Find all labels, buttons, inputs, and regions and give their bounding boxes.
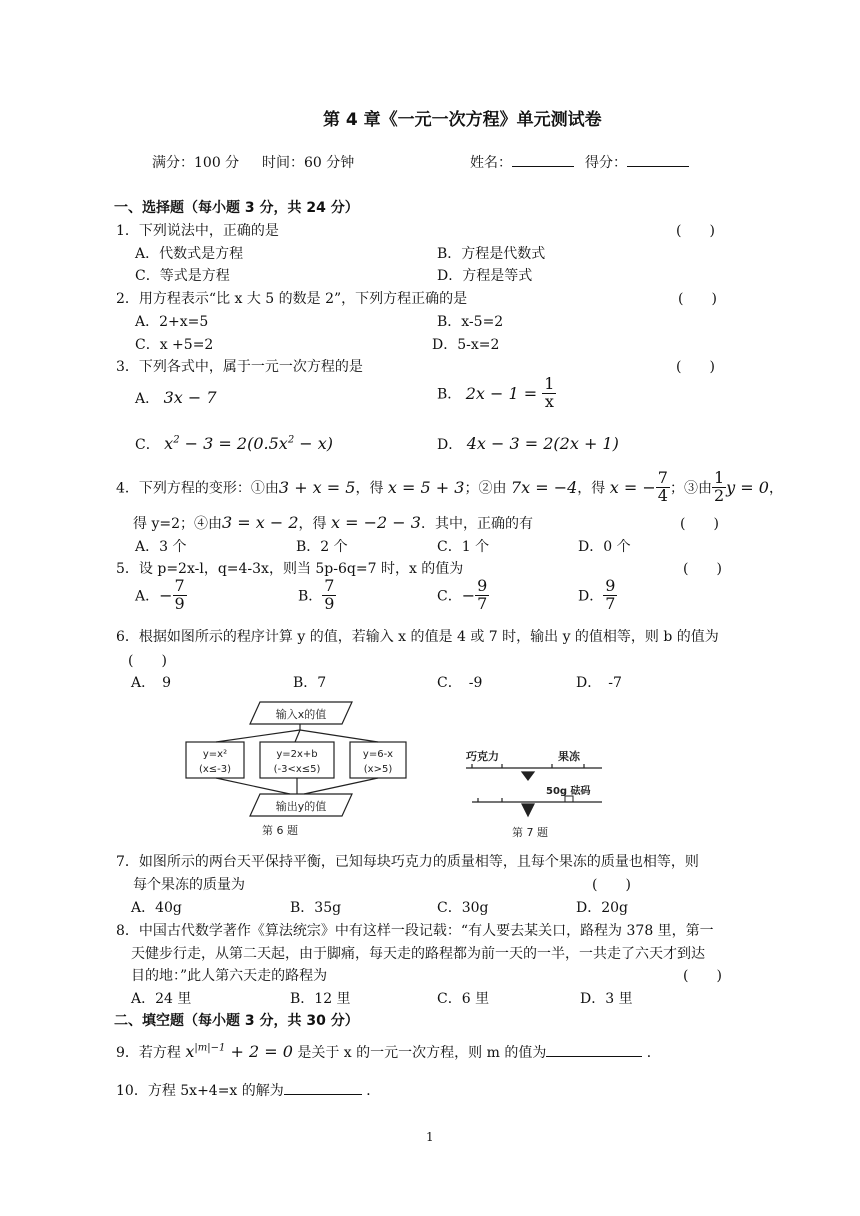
q7-option-c: C．30g xyxy=(437,900,489,916)
q6-paren: ( ) xyxy=(128,653,167,669)
q7-paren: ( ) xyxy=(592,877,631,893)
q2-option-c: C．x +5=2 xyxy=(135,337,214,353)
q7-option-d: D．20g xyxy=(576,900,629,916)
q5-paren: ( ) xyxy=(683,561,722,577)
flow-box-2-formula: y=2x+b xyxy=(276,749,318,760)
q2-paren: ( ) xyxy=(678,291,717,307)
q4-paren: ( ) xyxy=(680,516,719,532)
q3-paren: ( ) xyxy=(676,359,715,375)
q6-option-b: B．7 xyxy=(293,675,327,691)
q6-option-d: D． -7 xyxy=(576,675,622,691)
q8-option-d: D．3 里 xyxy=(580,991,633,1007)
flow-box-1-formula: y=x² xyxy=(202,749,228,760)
q7-option-b: B．35g xyxy=(290,900,342,916)
balance-left-label: 巧克力 xyxy=(466,750,499,763)
flow-box-1-condition: (x≤-3) xyxy=(198,764,232,775)
figure-7-caption: 第 7 题 xyxy=(512,826,548,839)
q6-option-a: A． 9 xyxy=(131,675,172,691)
q3-option-b: B． 2x − 1 = $\frac{1}{x}$ xyxy=(437,374,555,411)
balance-weight-label: 50g 砝码 xyxy=(546,786,591,797)
q8-stem-line3: 目的地：”此人第六天走的路程为 xyxy=(131,968,328,984)
q1-option-a: A．代数式是方程 xyxy=(135,246,244,262)
q5-option-c: C．− $\frac{9}{7}$ xyxy=(437,576,488,613)
page-title: 第 4 章《一元一次方程》单元测试卷 xyxy=(323,110,602,130)
flow-box-3-condition: (x>5) xyxy=(363,764,393,775)
q4-option-c: C．1 个 xyxy=(437,539,490,555)
q4-stem-line2: 得 y=2；④由3 = x − 2，得 x = −2 − 3．其中，正确的有 xyxy=(133,513,533,532)
q3-option-a: A． 3x − 7 xyxy=(135,388,217,407)
full-score: 满分：100 分 xyxy=(152,155,240,171)
q4-option-d: D．0 个 xyxy=(578,539,631,555)
figure-6-flowchart xyxy=(180,696,420,844)
score-field: 得分： xyxy=(585,152,689,172)
q9-stem: 9．若方程 $x^{|m|-1} + 2 = 0$ 是关于 x 的一元一次方程，则 m 的值为 ． xyxy=(116,1042,661,1061)
q5-option-a: A．− $\frac{7}{9}$ xyxy=(135,576,185,613)
q4-stem-line1: 4．下列方程的变形：①由3 + x = 5，得 x = 5 + 3；②由 7x = −4，得 x = − $\frac{7}{4}$ ；③由 $\frac{1}{2}$ y = 0， xyxy=(116,468,783,505)
q2-option-a: A．2+x=5 xyxy=(135,314,209,330)
flow-box-2-condition: (-3<x≤5) xyxy=(273,764,321,775)
q7-stem-line2: 每个果冻的质量为 xyxy=(133,877,245,893)
q5-option-b: B． $\frac{7}{9}$ xyxy=(298,576,335,613)
q1-stem: 1．下列说法中，正确的是 xyxy=(116,223,279,239)
q4-option-a: A．3 个 xyxy=(135,539,187,555)
flow-input-label: 输入x的值 xyxy=(275,708,327,721)
q1-option-b: B．方程是代数式 xyxy=(437,246,546,262)
q8-paren: ( ) xyxy=(683,968,722,984)
q2-option-d: D．5-x=2 xyxy=(432,337,500,353)
q2-stem: 2．用方程表示“比 x 大 5 的数是 2”，下列方程正确的是 xyxy=(116,291,468,307)
balance-1-fulcrum xyxy=(522,772,534,780)
section-choice-heading: 一、选择题（每小题 3 分，共 24 分） xyxy=(114,200,359,216)
q3-option-d: D． 4x − 3 = 2(2x + 1) xyxy=(437,434,619,453)
q7-option-a: A．40g xyxy=(131,900,182,916)
q8-option-c: C．6 里 xyxy=(437,991,490,1007)
flow-box-3-formula: y=6-x xyxy=(362,749,394,760)
exam-time: 时间：60 分钟 xyxy=(262,155,355,171)
q8-stem-line2: 天健步行走，从第二天起，由于脚痛，每天走的路程都为前一天的一半，一共走了六天才到达 xyxy=(131,946,705,962)
flow-output-label: 输出y的值 xyxy=(275,800,327,813)
balance-right-label: 果冻 xyxy=(558,750,580,763)
q1-option-c: C．等式是方程 xyxy=(135,268,230,284)
q10-stem: 10．方程 5x+4=x 的解为 ． xyxy=(116,1080,380,1100)
q5-option-d: D． $\frac{9}{7}$ xyxy=(578,576,616,613)
q8-stem-line1: 8．中国古代数学著作《算法统宗》中有这样一段记载：“有人要去某关口，路程为 378 里，第一 xyxy=(116,923,714,939)
page-number: 1 xyxy=(426,1130,434,1144)
q8-option-b: B．12 里 xyxy=(290,991,351,1007)
balance-2-fulcrum xyxy=(522,804,534,816)
q4-option-b: B．2 个 xyxy=(296,539,348,555)
section-fill-heading: 二、填空题（每小题 3 分，共 30 分） xyxy=(114,1013,359,1029)
q6-option-c: C． -9 xyxy=(437,675,483,691)
q8-option-a: A．24 里 xyxy=(131,991,192,1007)
figure-7-balances xyxy=(462,746,612,844)
name-field: 姓名： xyxy=(470,152,574,172)
q1-paren: ( ) xyxy=(676,223,715,239)
q7-stem-line1: 7．如图所示的两台天平保持平衡，已知每块巧克力的质量相等，且每个果冻的质量也相等，则 xyxy=(116,854,699,870)
q3-option-c: C． $x^2 - 3 = 2(0.5x^2 - x)$ xyxy=(135,434,334,453)
q1-option-d: D．方程是等式 xyxy=(437,268,533,284)
q6-stem: 6．根据如图所示的程序计算 y 的值，若输入 x 的值是 4 或 7 时，输出 y 的值相等，则 b 的值为 xyxy=(116,629,719,645)
q2-option-b: B．x-5=2 xyxy=(437,314,504,330)
q3-stem: 3．下列各式中，属于一元一次方程的是 xyxy=(116,359,363,375)
figure-6-caption: 第 6 题 xyxy=(262,824,298,837)
q5-stem: 5．设 p=2x-l，q=4-3x，则当 5p-6q=7 时，x 的值为 xyxy=(116,561,464,577)
